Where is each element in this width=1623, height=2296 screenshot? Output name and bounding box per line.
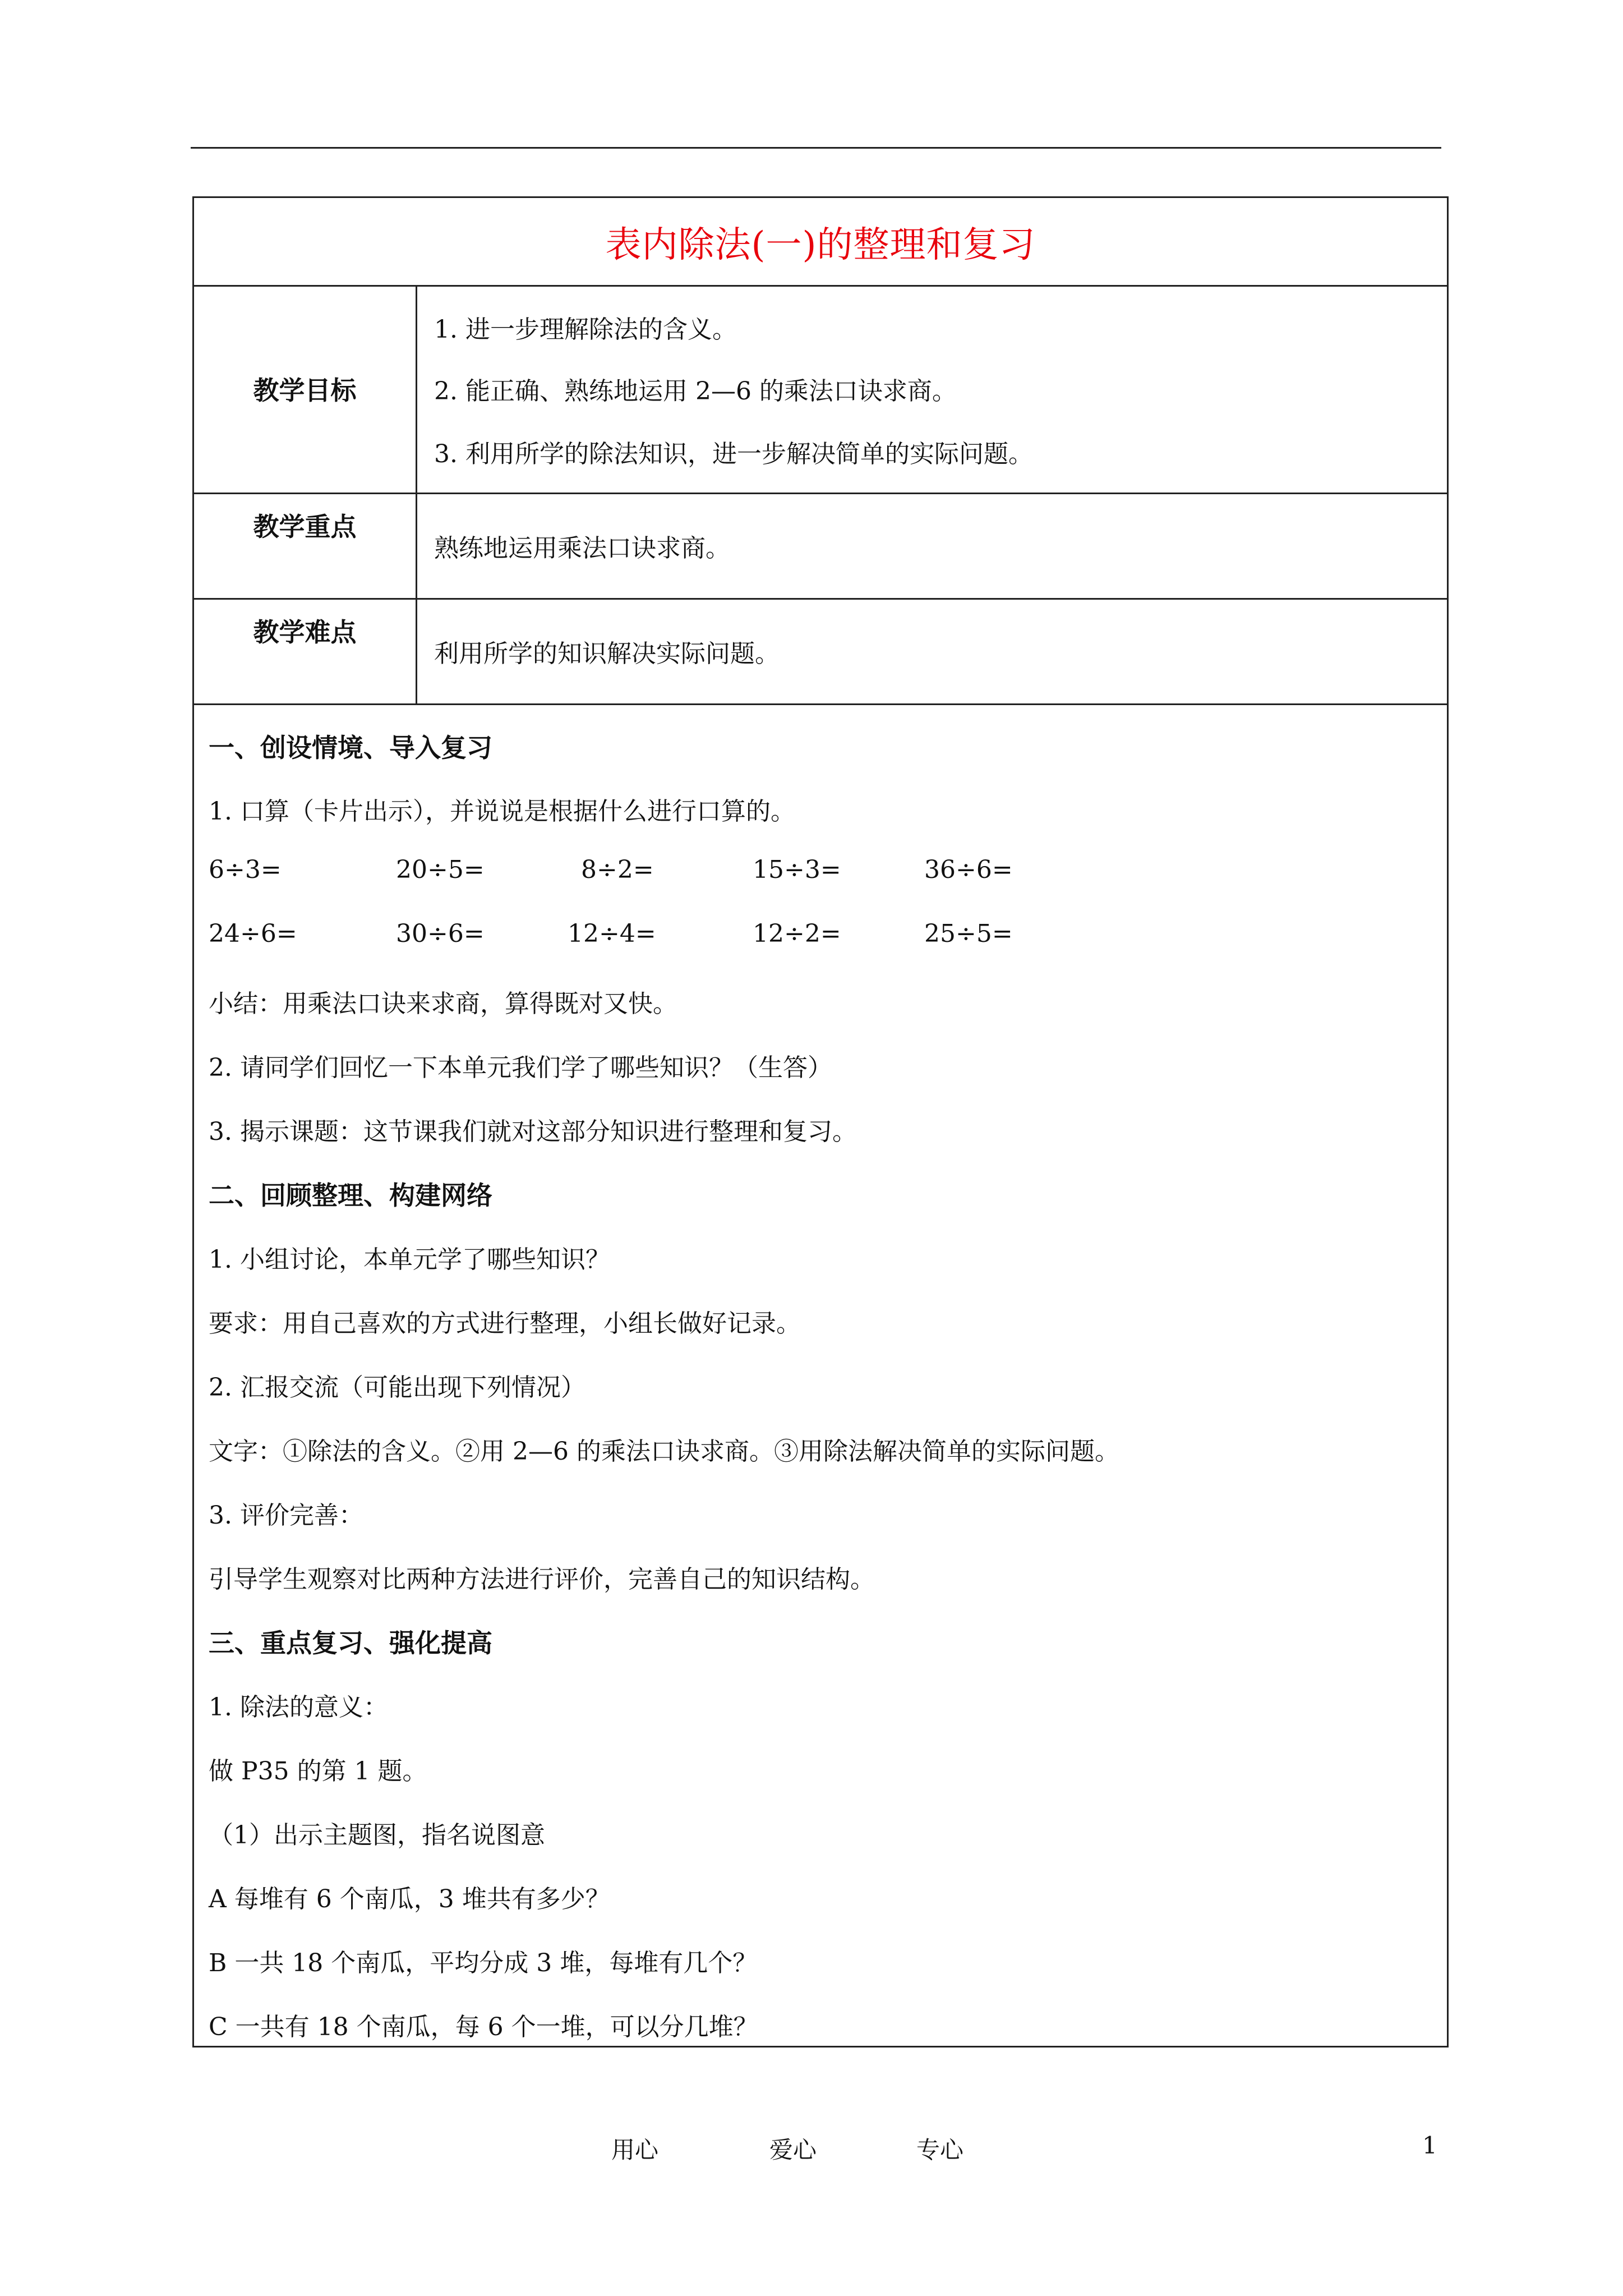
objective-item: 2. 能正确、熟练地运用 2—6 的乘法口诀求商。 xyxy=(434,377,957,406)
difficulty-content xyxy=(417,600,1447,703)
calc-cell: 6÷3= xyxy=(209,855,282,884)
section3-line2: 做 P35 的第 1 题。 xyxy=(209,1757,427,1786)
objectives-row xyxy=(194,287,1447,494)
objectives-label: 教学目标 xyxy=(194,287,417,493)
title-row xyxy=(194,198,1447,287)
calc-cell: 15÷3= xyxy=(753,855,841,884)
lesson-title: 表内除法(一)的整理和复习 xyxy=(605,224,1036,266)
section2-heading: 二、回顾整理、构建网络 xyxy=(209,1180,492,1211)
lesson-body xyxy=(194,705,1447,2046)
calc-cell: 20÷5= xyxy=(396,855,485,884)
calc-cell: 30÷6= xyxy=(396,919,485,948)
section3-line1: 1. 除法的意义： xyxy=(209,1693,388,1722)
section1-line3: 3. 揭示课题：这节课我们就对这部分知识进行整理和复习。 xyxy=(209,1117,857,1146)
footer-word: 专心 xyxy=(916,2136,964,2164)
section1-line1: 1. 口算（卡片出示），并说说是根据什么进行口算的。 xyxy=(209,797,795,826)
calc-cell: 8÷2= xyxy=(581,855,654,884)
difficulty-text: 利用所学的知识解决实际问题。 xyxy=(434,639,780,668)
difficulty-label: 教学难点 xyxy=(194,600,417,703)
key-point-text: 熟练地运用乘法口诀求商。 xyxy=(434,534,730,563)
section3-line5: B 一共 18 个南瓜，平均分成 3 堆，每堆有几个？ xyxy=(209,1949,758,1977)
section3-line3: （1）出示主题图，指名说图意 xyxy=(209,1821,545,1849)
objective-item: 3. 利用所学的除法知识，进一步解决简单的实际问题。 xyxy=(434,440,1033,468)
calc-cell: 24÷6= xyxy=(209,919,297,948)
calc-cell: 36÷6= xyxy=(924,855,1013,884)
section2-line1: 1. 小组讨论，本单元学了哪些知识？ xyxy=(209,1245,610,1274)
lesson-plan-table xyxy=(192,196,1449,2047)
footer-word: 爱心 xyxy=(769,2136,817,2164)
objective-item: 1. 进一步理解除法的含义。 xyxy=(434,315,737,344)
section2-line5: 3. 评价完善： xyxy=(209,1501,363,1530)
section3-heading: 三、重点复习、强化提高 xyxy=(209,1628,492,1658)
key-point-row xyxy=(194,494,1447,600)
key-point-label: 教学重点 xyxy=(194,494,417,598)
section2-line4: 文字：①除法的含义。②用 2—6 的乘法口诀求商。③用除法解决简单的实际问题。 xyxy=(209,1437,1119,1466)
section3-line6: C 一共有 18 个南瓜，每 6 个一堆，可以分几堆？ xyxy=(209,2013,758,2041)
calc-cell: 12÷2= xyxy=(753,919,841,948)
section1-line2: 2. 请同学们回忆一下本单元我们学了哪些知识？（生答） xyxy=(209,1053,832,1082)
objectives-content xyxy=(417,287,1447,493)
section1-summary: 小结：用乘法口诀来求商，算得既对又快。 xyxy=(209,990,677,1018)
section2-line3: 2. 汇报交流（可能出现下列情况） xyxy=(209,1373,585,1402)
key-point-content xyxy=(417,494,1447,598)
section2-line2: 要求：用自己喜欢的方式进行整理，小组长做好记录。 xyxy=(209,1309,801,1338)
calc-cell: 25÷5= xyxy=(924,919,1013,948)
footer-word: 用心 xyxy=(611,2136,659,2164)
section3-line4: A 每堆有 6 个南瓜，3 堆共有多少？ xyxy=(209,1885,610,1913)
section1-heading: 一、创设情境、导入复习 xyxy=(209,733,492,763)
calc-cell: 12÷4= xyxy=(568,919,656,948)
difficulty-row xyxy=(194,600,1447,705)
section2-line6: 引导学生观察对比两种方法进行评价，完善自己的知识结构。 xyxy=(209,1565,875,1594)
header-rule xyxy=(191,147,1441,149)
page-number: 1 xyxy=(1422,2132,1437,2159)
